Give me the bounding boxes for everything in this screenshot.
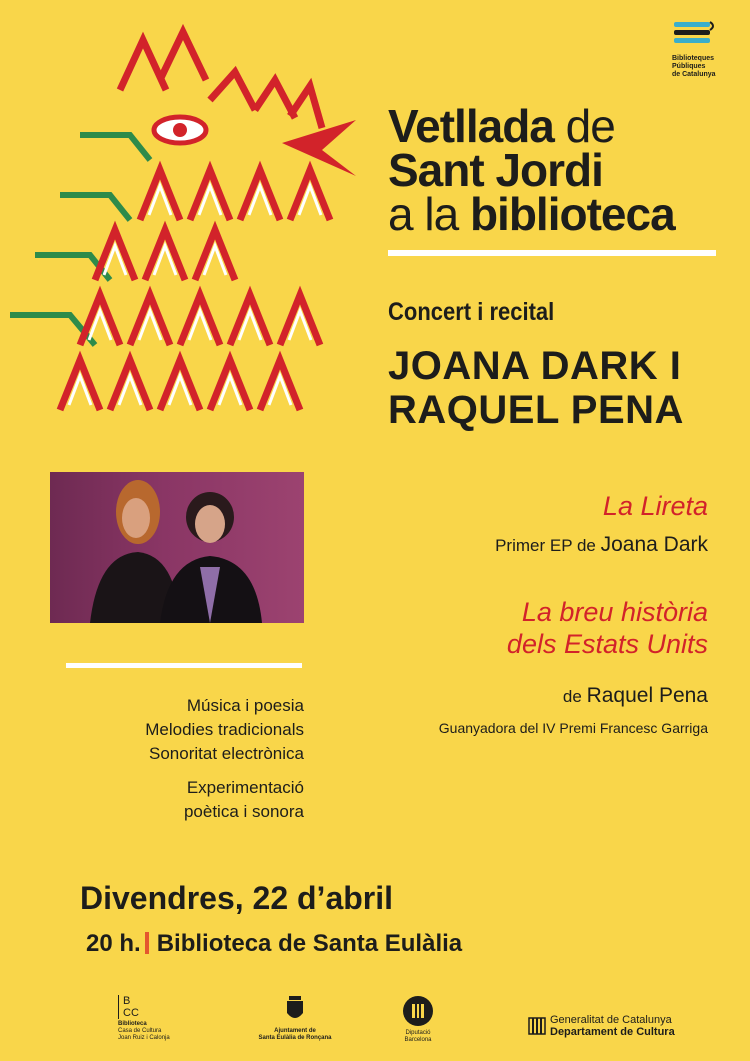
diputacio-line-1: Diputació bbox=[405, 1030, 431, 1036]
dragon-illustration bbox=[0, 10, 370, 420]
event-time: 20 h. bbox=[86, 930, 141, 957]
left-divider bbox=[66, 663, 302, 668]
separator-bar bbox=[145, 932, 149, 954]
bpc-label-3: de Catalunya bbox=[672, 71, 716, 78]
title-word-vetllada: Vetllada bbox=[388, 100, 554, 152]
work1-description bbox=[495, 533, 708, 557]
ajuntament-logo bbox=[240, 995, 350, 1042]
feature-item: Experimentació bbox=[186, 778, 304, 797]
bcc-line-1: Biblioteca bbox=[118, 1021, 147, 1027]
work1-title: La Lireta bbox=[602, 491, 708, 521]
ajuntament-line-2: Santa Eulàlia de Ronçana bbox=[258, 1035, 332, 1041]
artists-line-1: JOANA DARK I bbox=[388, 344, 682, 388]
generalitat-line-2: Departament de Cultura bbox=[550, 1026, 675, 1038]
bcc-mark-bottom: CC bbox=[123, 1007, 139, 1019]
feature-item: Sonoritat electrònica bbox=[149, 744, 304, 763]
bpc-label-1: Biblioteques bbox=[672, 55, 715, 62]
artists-line-2: RAQUEL PENA bbox=[388, 388, 684, 432]
feature-item: poètica i sonora bbox=[183, 802, 304, 821]
books-stack-icon bbox=[672, 20, 716, 50]
generalitat-line-1: Generalitat de Catalunya bbox=[550, 1014, 672, 1026]
feature-item: Melodies tradicionals bbox=[145, 720, 304, 739]
ajuntament-line-1: Ajuntament de bbox=[274, 1028, 316, 1034]
title-divider bbox=[388, 250, 716, 256]
bpc-label-2: Públiques bbox=[672, 63, 706, 70]
bcc-mark-top: B bbox=[123, 995, 131, 1007]
generalitat-logo bbox=[528, 1014, 675, 1038]
coat-of-arms-icon bbox=[283, 995, 307, 1025]
work2-title-line-2: dels Estats Units bbox=[506, 629, 708, 659]
work2-author-name: Raquel Pena bbox=[586, 684, 708, 707]
event-date: Divendres, 22 d’abril bbox=[80, 880, 394, 916]
artists-photo bbox=[50, 472, 304, 623]
generalitat-emblem-icon bbox=[528, 1016, 546, 1036]
bcc-logo bbox=[118, 995, 170, 1042]
event-time-venue bbox=[86, 930, 462, 958]
work2-award: Guanyadora del IV Premi Francesc Garriga bbox=[438, 720, 708, 736]
title-word-a-la: a la bbox=[388, 188, 459, 240]
title-word-biblioteca: biblioteca bbox=[469, 188, 675, 240]
diputacio-seal-icon bbox=[402, 995, 434, 1027]
feature-item: Música i poesia bbox=[186, 696, 304, 715]
diputacio-logo bbox=[396, 995, 440, 1044]
work2-title-line-1: La breu història bbox=[521, 597, 708, 627]
event-venue: Biblioteca de Santa Eulàlia bbox=[156, 930, 463, 957]
bcc-line-3: Joan Ruiz i Calonja bbox=[118, 1035, 170, 1041]
title-sant-jordi: Sant Jordi bbox=[388, 144, 603, 196]
subtitle: Concert i recital bbox=[388, 298, 555, 326]
work2-title bbox=[507, 596, 708, 660]
work1-desc-prefix: Primer EP de bbox=[495, 536, 596, 555]
diputacio-line-2: Barcelona bbox=[404, 1037, 432, 1043]
artists-heading bbox=[388, 344, 684, 432]
bcc-line-2: Casa de Cultura bbox=[118, 1028, 162, 1034]
biblioteques-publiques-logo bbox=[672, 20, 732, 79]
features-list bbox=[145, 694, 304, 824]
work2-author bbox=[563, 684, 708, 708]
title-word-de: de bbox=[565, 100, 615, 152]
work1-artist: Joana Dark bbox=[600, 533, 708, 556]
work2-by-prefix: de bbox=[562, 687, 582, 706]
page-title bbox=[388, 100, 738, 240]
